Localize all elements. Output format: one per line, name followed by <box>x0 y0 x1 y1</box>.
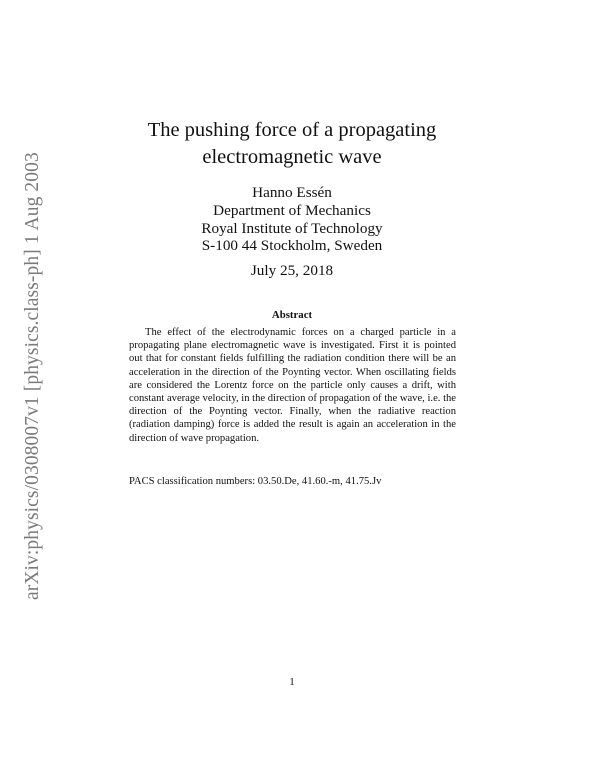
author-block <box>140 184 444 255</box>
title-line-1: The pushing force of a propagating <box>147 119 437 141</box>
author-name: Hanno Essén <box>252 184 332 201</box>
author-address: S-100 44 Stockholm, Sweden <box>201 237 383 255</box>
paper-title <box>100 117 484 171</box>
page-number: 1 <box>289 676 295 688</box>
title-line-2: electromagnetic wave <box>202 146 382 168</box>
pacs-classification: PACS classification numbers: 03.50.De, 41.60.-m, 41.75.Jv <box>129 476 382 487</box>
abstract-body: The effect of the electrodynamic forces on a charged particle in a propagating plane electromagnetic wave is investigated. First it is pointed out that for constant fields fulfilling the radiation condition there will be an acceleration in the direction of the Poynting vector. When oscillating fields are considered the Lorentz force on the particle only causes a drift, with constant average velocity, in the direction of propagation of the wave, i.e. the direction of the Poynting vector. Finally, when the radiative reaction (radiation damping) force is added the result is again an acceleration in the direction of wave propagation. <box>129 327 457 444</box>
arxiv-identifier-stamp: arXiv:physics/0308007v1 [physics.class-ph] 1 Aug 2003 <box>22 152 43 600</box>
author-department: Department of Mechanics <box>213 201 371 219</box>
paper-date: July 25, 2018 <box>250 262 334 279</box>
author-institution: Royal Institute of Technology <box>201 219 383 237</box>
abstract-heading: Abstract <box>271 309 313 321</box>
